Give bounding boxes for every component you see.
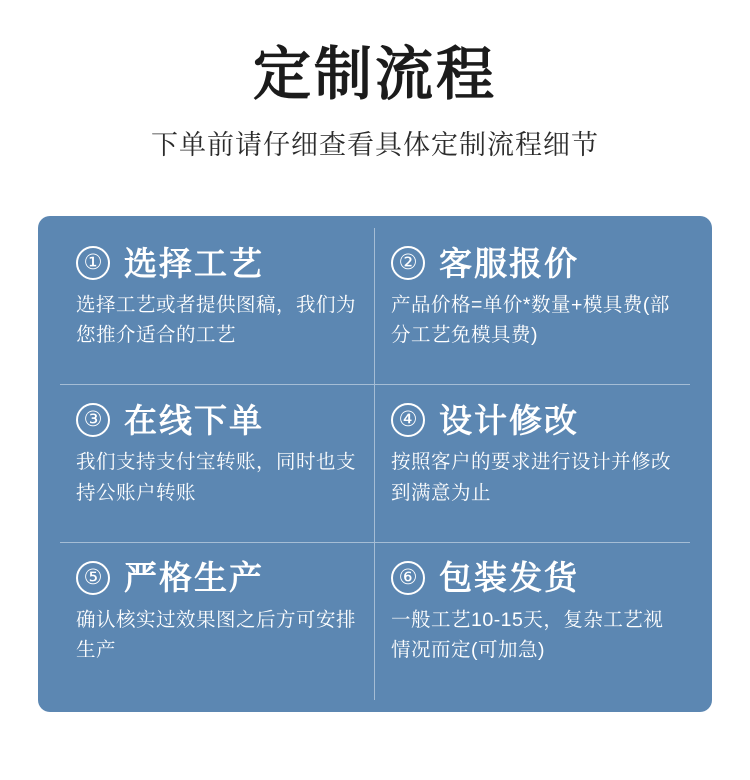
- step-header-3: [76, 403, 360, 437]
- step-card-5: [60, 543, 375, 700]
- step-description-1: 选择工艺或者提供图稿，我们为您推介适合的工艺: [76, 294, 357, 347]
- step-description-2: 产品价格=单价*数量+模具费(部分工艺免模具费): [391, 294, 670, 347]
- step-number-icon-2: ②: [391, 246, 425, 280]
- step-description-4: 按照客户的要求进行设计并修改到满意为止: [391, 451, 672, 504]
- step-header-1: [76, 246, 360, 280]
- step-card-2: [375, 228, 690, 385]
- step-title-5: 严格生产: [124, 559, 264, 597]
- step-title-2: 客服报价: [439, 244, 579, 282]
- process-steps-panel: [38, 216, 712, 712]
- step-number-icon-6: ⑥: [391, 561, 425, 595]
- step-card-6: [375, 543, 690, 700]
- step-title-4: 设计修改: [439, 401, 579, 439]
- step-header-6: [391, 561, 676, 595]
- step-description-3: 我们支持支付宝转账，同时也支持公账户转账: [76, 451, 357, 504]
- step-description-5: 确认核实过效果图之后方可安排生产: [76, 608, 357, 661]
- page-header: [0, 0, 750, 162]
- step-number-icon-3: ③: [76, 403, 110, 437]
- page-subtitle: 下单前请仔细查看具体定制流程细节: [151, 129, 599, 160]
- step-header-4: [391, 403, 676, 437]
- step-description-6: 一般工艺10-15天，复杂工艺视情况而定(可加急): [391, 608, 664, 661]
- step-title-3: 在线下单: [124, 401, 264, 439]
- step-header-2: [391, 246, 676, 280]
- step-card-4: [375, 385, 690, 542]
- step-number-icon-5: ⑤: [76, 561, 110, 595]
- step-card-1: [60, 228, 375, 385]
- step-header-5: [76, 561, 360, 595]
- page-title: 定制流程: [252, 42, 497, 107]
- step-card-3: [60, 385, 375, 542]
- step-title-6: 包装发货: [439, 559, 579, 597]
- step-number-icon-4: ④: [391, 403, 425, 437]
- step-number-icon-1: ①: [76, 246, 110, 280]
- step-title-1: 选择工艺: [124, 244, 264, 282]
